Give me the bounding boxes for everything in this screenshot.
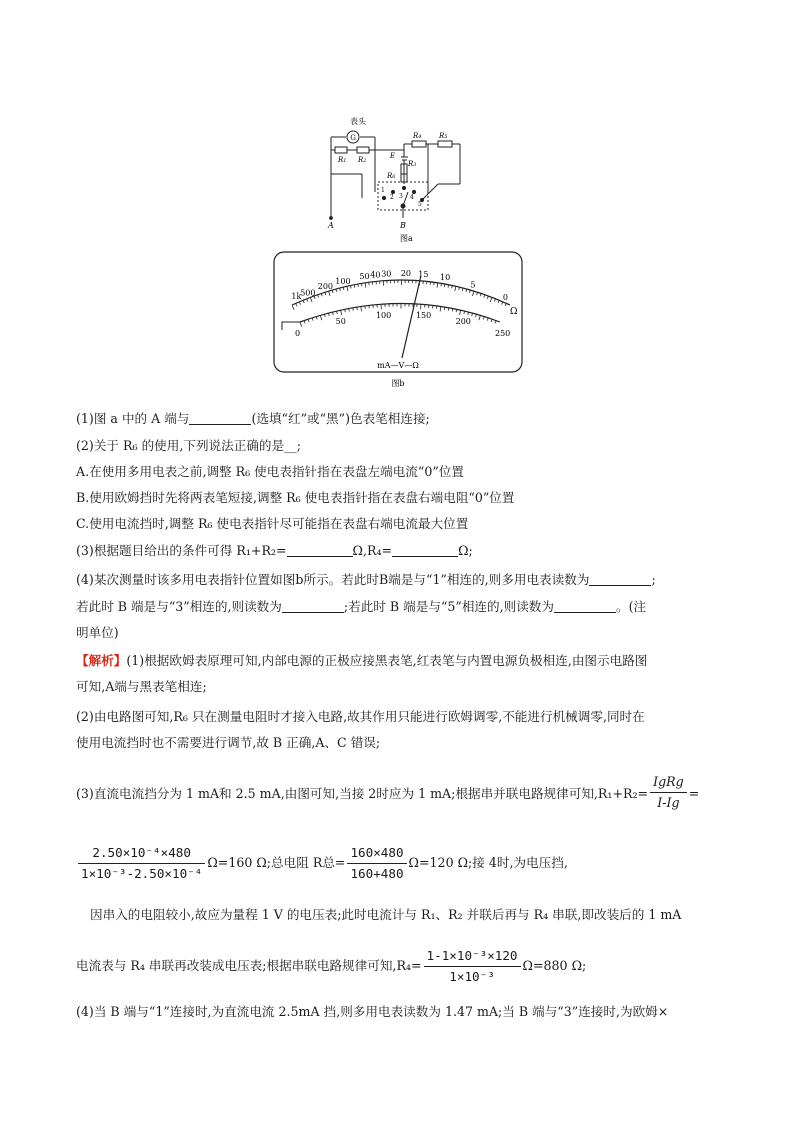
solution-4-line-1: (4)当 B 端与“1”连接时,为直流电流 2.5mA 挡,则多用电表读数为 1.47 mA;当 B 端与“3”连接时,为欧姆×	[76, 1004, 669, 1019]
ohm-scale-label: 20	[400, 269, 412, 279]
solution-3c: Ω=120 Ω;接 4时,为电压挡,	[408, 855, 568, 870]
resistor-r5	[438, 141, 452, 147]
label-r1: R1	[338, 156, 347, 164]
ohm-scale-label: 100	[335, 276, 351, 286]
q4-text-b: ;	[651, 572, 656, 587]
ohm-scale-label: 1k	[291, 292, 302, 302]
option-a: A.在使用多用电表之前,调整 R₆ 使电表指针指在表盘左端电流“0”位置	[76, 464, 464, 479]
solution-3f: Ω=880 Ω;	[522, 958, 587, 973]
meter-dial	[272, 250, 524, 390]
label-r3: R3	[408, 160, 417, 168]
q4-text-c: 若此时 B 端是与“3”相连的,则读数为	[76, 599, 282, 614]
label-r4: R4	[413, 132, 422, 140]
solution-tag: 【解析】	[76, 653, 127, 668]
linear-scale-label: 250	[495, 329, 511, 338]
resistor-r1	[335, 147, 347, 153]
q4-text-d: ;若此时 B 端是与“5”相连的,则读数为	[343, 599, 554, 614]
q1-text-a: (1)图 a 中的 A 端与	[76, 411, 190, 426]
switch-pos-3: 3	[399, 193, 403, 200]
ohm-scale-label: 10	[440, 273, 451, 282]
fraction-1-denominator: I-Ig	[657, 795, 680, 810]
solution-3-line-3: 因串入的电阻较小,故应为量程 1 V 的电压表;此时电流计与 R₁、R₂ 并联后再与 R₄ 串联,即改装后的 1 mA	[90, 907, 682, 922]
linear-scale-label: 0	[295, 329, 301, 338]
question-3	[76, 543, 473, 559]
solution-3-line-1	[76, 776, 699, 813]
fraction-3	[347, 845, 406, 882]
ohm-scale-label: 5	[470, 280, 476, 290]
linear-scale-label: 50	[335, 317, 346, 327]
question-4-line-3: 明单位)	[76, 625, 119, 640]
linear-scale-label: 100	[375, 311, 392, 321]
fraction-2-denominator: 1×10⁻³-2.50×10⁻⁴	[81, 866, 203, 881]
label-r5: R5	[439, 132, 448, 140]
circuit-diagram	[320, 112, 470, 247]
q1-text-b: (选填“红”或“黑”)色表笔相连接;	[251, 411, 430, 426]
resistor-r4	[412, 141, 426, 147]
figure-a-caption: 图a	[400, 234, 413, 243]
option-b: B.使用欧姆挡时先将两表笔短接,调整 R₆ 使电表指针指在表盘右端电阻“0”位置	[76, 490, 515, 505]
question-1	[76, 411, 430, 427]
switch-pos-2: 2	[390, 194, 394, 201]
ohm-scale-label: 0	[502, 293, 508, 303]
equals-sign: =	[688, 786, 700, 801]
solution-3-line-4	[76, 948, 586, 985]
solution-1-line-2: 可知,A端与黑表笔相连;	[76, 679, 207, 694]
solution-3-line-2	[76, 845, 568, 882]
q4-blank-1[interactable]	[589, 573, 651, 586]
figure-b-caption: 图b	[391, 379, 405, 388]
terminal-b-label: B	[400, 221, 406, 230]
question-2: (2)关于 R₆ 的使用,下列说法正确的是__;	[76, 438, 301, 453]
ohm-scale-label: 30	[381, 269, 392, 279]
q4-text-e: 。(注	[616, 599, 647, 614]
switch-pos-4: 4	[410, 194, 414, 201]
fraction-2-numerator: 2.50×10⁻⁴×480	[78, 845, 205, 864]
solution-2-line-1: (2)由电路图可知,R₆ 只在测量电阻时才接入电路,故其作用只能进行欧姆调零,不能进行机械调零,同时在	[76, 709, 645, 724]
fraction-ig-rg	[650, 774, 687, 811]
switch-pos-1: 1	[381, 187, 385, 194]
fraction-4-denominator: 1×10⁻³	[449, 969, 495, 984]
linear-scale-label: 200	[455, 317, 471, 327]
label-e: E	[390, 152, 396, 160]
q4-blank-2[interactable]	[282, 600, 344, 613]
q3-blank-1[interactable]	[287, 544, 353, 557]
fraction-3-numerator: 160×480	[347, 845, 406, 864]
terminal-a-label: A	[328, 221, 334, 230]
ohm-scale-label: 200	[317, 281, 334, 291]
fraction-1-numerator: IgRg	[650, 774, 687, 793]
ohm-scale-label: 40	[370, 270, 381, 280]
q3-text-b: Ω,R₄=	[352, 543, 393, 558]
solution-1-line-1	[76, 653, 647, 669]
fraction-4-numerator: 1-1×10⁻³×120	[424, 948, 521, 967]
solution-3e: 电流表与 R₄ 串联再改装成电压表;根据串联电路规律可知,R₄=	[76, 958, 422, 973]
q3-text-a: (3)根据题目给出的条件可得 R₁+R₂=	[76, 543, 287, 558]
solution-3a: (3)直流电流挡分为 1 mA和 2.5 mA,由图可知,当接 2时应为 1 mA;根据串并联电路规律可知,R₁+R₂=	[76, 786, 649, 801]
fraction-4	[424, 948, 521, 985]
label-r6: R6	[387, 172, 396, 180]
q1-blank[interactable]	[189, 412, 251, 425]
solution-1a: (1)根据欧姆表原理可知,内部电源的正极应接黑表笔,红表笔与内置电源负极相连,由图示电路图	[126, 653, 648, 668]
q4-text-a: (4)某次测量时该多用电表指针位置如图b所示。若此时B端是与“1”相连的,则多用电表读数为	[76, 572, 590, 587]
ohm-scale-label: 50	[359, 271, 370, 281]
fraction-3-denominator: 160+480	[350, 866, 404, 881]
solution-3b: Ω=160 Ω;总电阻 R总=	[207, 855, 346, 870]
q3-blank-2[interactable]	[392, 544, 458, 557]
resistor-r2	[357, 147, 369, 153]
option-c: C.使用电流挡时,调整 R₆ 使电表指针尽可能指在表盘右端电流最大位置	[76, 516, 469, 531]
question-4-line-2	[76, 599, 646, 615]
fraction-2	[78, 845, 205, 882]
q3-text-c: Ω;	[458, 543, 473, 558]
ohm-unit-label: Ω	[510, 307, 518, 317]
label-r2: R2	[358, 156, 367, 164]
galvanometer-label: G	[350, 134, 356, 142]
solution-2-line-2: 使用电流挡时也不需要进行调节,故 B 正确,A、C 错误;	[76, 735, 381, 750]
meter-head-label: 表头	[350, 117, 366, 126]
question-4-line-1	[76, 572, 656, 588]
ohm-scale-label: 15	[418, 270, 429, 279]
linear-scale-label: 150	[415, 311, 432, 321]
mode-label: mA—V—Ω	[377, 361, 419, 370]
q4-blank-3[interactable]	[554, 600, 616, 613]
switch-pos-5: 5	[418, 201, 422, 208]
ohm-scale-label: 500	[300, 288, 316, 298]
